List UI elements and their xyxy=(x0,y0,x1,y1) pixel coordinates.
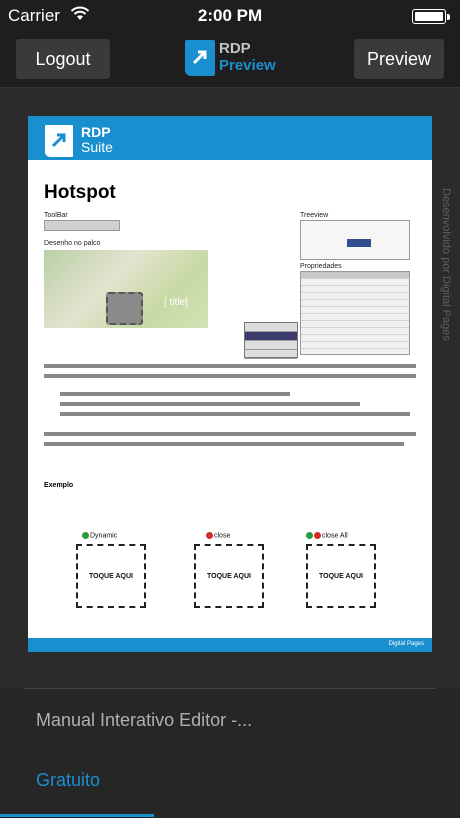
page-footer xyxy=(28,638,432,652)
stage-image xyxy=(44,250,208,328)
paragraph-line xyxy=(60,392,290,396)
example-label: Exemplo xyxy=(44,482,74,489)
toolbar-sample xyxy=(44,220,120,231)
paragraph-line xyxy=(44,364,416,368)
logo-line2: Preview xyxy=(219,57,276,74)
document-info xyxy=(0,688,460,818)
hotspot-label-dynamic: Dynamic xyxy=(82,532,117,539)
footer-label: Digital Pages xyxy=(388,641,424,647)
preview-area[interactable] xyxy=(0,88,460,688)
clock: 2:00 PM xyxy=(197,6,263,25)
context-menu-sample xyxy=(244,322,298,358)
paragraph-line xyxy=(44,374,416,378)
hotspot-close[interactable]: TOQUE AQUI xyxy=(194,544,264,608)
document-title[interactable]: Manual Interativo Editor -... xyxy=(36,710,253,730)
document-page[interactable] xyxy=(28,116,432,652)
drawing-label: Desenho no palco xyxy=(44,240,101,247)
price-label[interactable]: Gratuito xyxy=(36,770,101,790)
hotspot-close-all[interactable]: TOQUE AQUI xyxy=(306,544,376,608)
close-icon xyxy=(314,532,321,539)
divider xyxy=(24,688,436,689)
rdp-logo-icon xyxy=(185,40,215,76)
page-logo-line2: Suite xyxy=(81,139,113,155)
hotspot-label-close-all: close All xyxy=(306,532,348,539)
paragraph-line xyxy=(60,402,360,406)
image-label: [ title] xyxy=(164,297,188,308)
treeview-label: Treeview xyxy=(300,212,329,219)
page-header xyxy=(28,116,432,160)
logout-button[interactable]: Logout xyxy=(16,39,110,79)
hotspot-dynamic[interactable]: TOQUE AQUI xyxy=(76,544,146,608)
image-placeholder-icon xyxy=(106,292,143,325)
page-logo-icon xyxy=(45,125,73,157)
carrier-label: Carrier xyxy=(8,6,60,25)
toolbar-label: ToolBar xyxy=(44,212,68,219)
logo-line1: RDP xyxy=(219,40,251,57)
paragraph-line xyxy=(44,432,416,436)
properties-sample xyxy=(300,271,410,355)
side-caption: Desenvolvido por Digital Pages xyxy=(440,188,452,341)
treeview-sample xyxy=(300,220,410,260)
app-logo xyxy=(185,40,285,78)
hotspot-label-close: close xyxy=(206,532,230,539)
status-bar xyxy=(0,0,460,32)
dynamic-icon xyxy=(82,532,89,539)
nav-bar xyxy=(0,32,460,88)
paragraph-line xyxy=(60,412,410,416)
paragraph-line xyxy=(44,442,404,446)
properties-label: Propriedades xyxy=(300,263,342,270)
page-title: Hotspot xyxy=(44,182,116,203)
dynamic-icon xyxy=(306,532,313,539)
battery-icon xyxy=(412,9,446,24)
preview-button[interactable]: Preview xyxy=(354,39,444,79)
page-logo-line1: RDP xyxy=(81,124,111,140)
price-underline xyxy=(0,814,154,817)
close-icon xyxy=(206,532,213,539)
